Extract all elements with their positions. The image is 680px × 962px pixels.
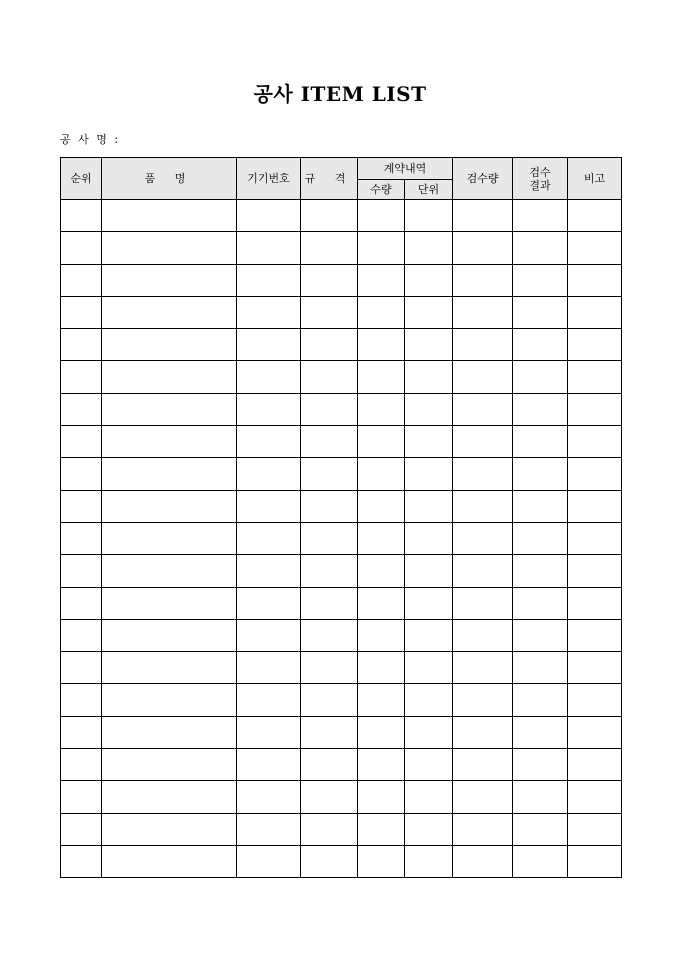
- cell-spec[interactable]: [301, 749, 358, 781]
- cell-remarks[interactable]: [568, 296, 622, 328]
- cell-quantity[interactable]: [358, 522, 405, 554]
- cell-unit[interactable]: [405, 716, 453, 748]
- cell-equipment-no[interactable]: [237, 200, 301, 232]
- cell-seq[interactable]: [61, 555, 102, 587]
- cell-equipment-no[interactable]: [237, 684, 301, 716]
- cell-spec[interactable]: [301, 781, 358, 813]
- cell-quantity[interactable]: [358, 749, 405, 781]
- cell-inspection-result[interactable]: [513, 329, 568, 361]
- cell-unit[interactable]: [405, 232, 453, 264]
- cell-remarks[interactable]: [568, 361, 622, 393]
- cell-inspection-result[interactable]: [513, 587, 568, 619]
- cell-seq[interactable]: [61, 749, 102, 781]
- cell-remarks[interactable]: [568, 749, 622, 781]
- cell-spec[interactable]: [301, 200, 358, 232]
- cell-item-name[interactable]: [102, 329, 237, 361]
- cell-quantity[interactable]: [358, 716, 405, 748]
- cell-inspected-qty[interactable]: [453, 393, 513, 425]
- cell-quantity[interactable]: [358, 361, 405, 393]
- cell-unit[interactable]: [405, 458, 453, 490]
- cell-item-name[interactable]: [102, 619, 237, 651]
- cell-remarks[interactable]: [568, 426, 622, 458]
- cell-remarks[interactable]: [568, 652, 622, 684]
- cell-inspection-result[interactable]: [513, 264, 568, 296]
- cell-unit[interactable]: [405, 587, 453, 619]
- cell-spec[interactable]: [301, 361, 358, 393]
- cell-remarks[interactable]: [568, 490, 622, 522]
- table-row: [61, 264, 622, 296]
- cell-inspection-result[interactable]: [513, 200, 568, 232]
- cell-quantity[interactable]: [358, 587, 405, 619]
- cell-remarks[interactable]: [568, 716, 622, 748]
- table-row: [61, 329, 622, 361]
- cell-seq[interactable]: [61, 684, 102, 716]
- cell-inspection-result[interactable]: [513, 458, 568, 490]
- table-row: [61, 490, 622, 522]
- cell-spec[interactable]: [301, 458, 358, 490]
- table-row: [61, 781, 622, 813]
- cell-item-name[interactable]: [102, 587, 237, 619]
- cell-seq[interactable]: [61, 490, 102, 522]
- cell-unit[interactable]: [405, 652, 453, 684]
- header-remarks: 비고: [568, 158, 622, 200]
- cell-equipment-no[interactable]: [237, 587, 301, 619]
- table-row: [61, 296, 622, 328]
- cell-quantity[interactable]: [358, 555, 405, 587]
- cell-inspection-result[interactable]: [513, 716, 568, 748]
- cell-quantity[interactable]: [358, 458, 405, 490]
- cell-equipment-no[interactable]: [237, 619, 301, 651]
- cell-inspected-qty[interactable]: [453, 652, 513, 684]
- table-row: [61, 813, 622, 845]
- cell-inspected-qty[interactable]: [453, 490, 513, 522]
- cell-inspection-result[interactable]: [513, 684, 568, 716]
- cell-seq[interactable]: [61, 329, 102, 361]
- cell-seq[interactable]: [61, 458, 102, 490]
- cell-equipment-no[interactable]: [237, 652, 301, 684]
- cell-item-name[interactable]: [102, 716, 237, 748]
- cell-item-name[interactable]: [102, 845, 237, 877]
- cell-equipment-no[interactable]: [237, 232, 301, 264]
- cell-item-name[interactable]: [102, 813, 237, 845]
- cell-inspected-qty[interactable]: [453, 749, 513, 781]
- cell-item-name[interactable]: [102, 232, 237, 264]
- header-unit: 단위: [405, 180, 453, 200]
- cell-spec[interactable]: [301, 684, 358, 716]
- cell-spec[interactable]: [301, 522, 358, 554]
- table-row: [61, 716, 622, 748]
- table-row: [61, 845, 622, 877]
- cell-equipment-no[interactable]: [237, 716, 301, 748]
- cell-spec[interactable]: [301, 296, 358, 328]
- cell-spec[interactable]: [301, 232, 358, 264]
- cell-unit[interactable]: [405, 393, 453, 425]
- cell-spec[interactable]: [301, 587, 358, 619]
- cell-inspected-qty[interactable]: [453, 458, 513, 490]
- cell-seq[interactable]: [61, 652, 102, 684]
- header-inspection-result-line2: 결과: [529, 178, 551, 192]
- cell-inspection-result[interactable]: [513, 232, 568, 264]
- cell-unit[interactable]: [405, 490, 453, 522]
- cell-unit[interactable]: [405, 555, 453, 587]
- cell-unit[interactable]: [405, 522, 453, 554]
- header-quantity: 수량: [358, 180, 405, 200]
- cell-item-name[interactable]: [102, 749, 237, 781]
- cell-unit[interactable]: [405, 813, 453, 845]
- cell-seq[interactable]: [61, 845, 102, 877]
- cell-quantity[interactable]: [358, 781, 405, 813]
- cell-inspection-result[interactable]: [513, 426, 568, 458]
- cell-seq[interactable]: [61, 813, 102, 845]
- cell-equipment-no[interactable]: [237, 393, 301, 425]
- cell-equipment-no[interactable]: [237, 845, 301, 877]
- cell-item-name[interactable]: [102, 781, 237, 813]
- header-item-name: 품 명: [102, 158, 237, 200]
- cell-remarks[interactable]: [568, 619, 622, 651]
- cell-equipment-no[interactable]: [237, 264, 301, 296]
- cell-seq[interactable]: [61, 393, 102, 425]
- header-inspected-qty: 검수량: [453, 158, 513, 200]
- cell-equipment-no[interactable]: [237, 361, 301, 393]
- cell-spec[interactable]: [301, 716, 358, 748]
- cell-equipment-no[interactable]: [237, 781, 301, 813]
- header-inspection-result-line1: 검수: [529, 165, 551, 179]
- cell-inspection-result[interactable]: [513, 361, 568, 393]
- cell-spec[interactable]: [301, 619, 358, 651]
- cell-inspected-qty[interactable]: [453, 813, 513, 845]
- header-seq: 순위: [61, 158, 102, 200]
- cell-unit[interactable]: [405, 845, 453, 877]
- table-row: [61, 200, 622, 232]
- cell-quantity[interactable]: [358, 684, 405, 716]
- cell-item-name[interactable]: [102, 200, 237, 232]
- cell-spec[interactable]: [301, 264, 358, 296]
- cell-seq[interactable]: [61, 716, 102, 748]
- cell-inspection-result[interactable]: [513, 522, 568, 554]
- cell-inspected-qty[interactable]: [453, 781, 513, 813]
- cell-remarks[interactable]: [568, 845, 622, 877]
- cell-equipment-no[interactable]: [237, 458, 301, 490]
- cell-seq[interactable]: [61, 781, 102, 813]
- table-body: [61, 200, 622, 878]
- cell-inspection-result[interactable]: [513, 845, 568, 877]
- cell-equipment-no[interactable]: [237, 522, 301, 554]
- cell-unit[interactable]: [405, 361, 453, 393]
- cell-item-name[interactable]: [102, 555, 237, 587]
- cell-quantity[interactable]: [358, 329, 405, 361]
- header-spec: 규 격: [301, 158, 358, 200]
- cell-unit[interactable]: [405, 749, 453, 781]
- cell-remarks[interactable]: [568, 458, 622, 490]
- cell-inspected-qty[interactable]: [453, 232, 513, 264]
- header-contract: 계약내역: [358, 158, 453, 180]
- cell-spec[interactable]: [301, 490, 358, 522]
- table-row: [61, 684, 622, 716]
- cell-remarks[interactable]: [568, 329, 622, 361]
- cell-spec[interactable]: [301, 426, 358, 458]
- cell-quantity[interactable]: [358, 426, 405, 458]
- cell-seq[interactable]: [61, 264, 102, 296]
- cell-inspected-qty[interactable]: [453, 587, 513, 619]
- cell-seq[interactable]: [61, 361, 102, 393]
- cell-unit[interactable]: [405, 200, 453, 232]
- cell-remarks[interactable]: [568, 813, 622, 845]
- cell-unit[interactable]: [405, 296, 453, 328]
- table-row: [61, 232, 622, 264]
- cell-seq[interactable]: [61, 587, 102, 619]
- cell-quantity[interactable]: [358, 393, 405, 425]
- cell-unit[interactable]: [405, 781, 453, 813]
- cell-unit[interactable]: [405, 329, 453, 361]
- cell-quantity[interactable]: [358, 296, 405, 328]
- table-row: [61, 393, 622, 425]
- cell-inspected-qty[interactable]: [453, 329, 513, 361]
- cell-spec[interactable]: [301, 329, 358, 361]
- table-row: [61, 652, 622, 684]
- cell-item-name[interactable]: [102, 426, 237, 458]
- cell-unit[interactable]: [405, 264, 453, 296]
- table-row: [61, 619, 622, 651]
- cell-equipment-no[interactable]: [237, 555, 301, 587]
- cell-remarks[interactable]: [568, 684, 622, 716]
- project-name-label: 공 사 명 :: [60, 133, 121, 146]
- cell-inspection-result[interactable]: [513, 555, 568, 587]
- document-title: 공사 ITEM LIST: [253, 82, 427, 106]
- cell-equipment-no[interactable]: [237, 329, 301, 361]
- cell-quantity[interactable]: [358, 490, 405, 522]
- cell-inspection-result[interactable]: [513, 813, 568, 845]
- cell-remarks[interactable]: [568, 555, 622, 587]
- cell-equipment-no[interactable]: [237, 490, 301, 522]
- cell-remarks[interactable]: [568, 232, 622, 264]
- cell-seq[interactable]: [61, 619, 102, 651]
- cell-inspected-qty[interactable]: [453, 716, 513, 748]
- cell-inspection-result[interactable]: [513, 652, 568, 684]
- cell-item-name[interactable]: [102, 490, 237, 522]
- cell-item-name[interactable]: [102, 522, 237, 554]
- cell-equipment-no[interactable]: [237, 749, 301, 781]
- cell-seq[interactable]: [61, 426, 102, 458]
- item-list-table: [60, 157, 622, 878]
- cell-inspection-result[interactable]: [513, 393, 568, 425]
- cell-inspection-result[interactable]: [513, 781, 568, 813]
- cell-seq[interactable]: [61, 232, 102, 264]
- cell-item-name[interactable]: [102, 264, 237, 296]
- cell-spec[interactable]: [301, 813, 358, 845]
- cell-remarks[interactable]: [568, 393, 622, 425]
- cell-item-name[interactable]: [102, 361, 237, 393]
- cell-item-name[interactable]: [102, 393, 237, 425]
- table-row: [61, 361, 622, 393]
- cell-quantity[interactable]: [358, 264, 405, 296]
- cell-equipment-no[interactable]: [237, 813, 301, 845]
- cell-quantity[interactable]: [358, 200, 405, 232]
- cell-inspected-qty[interactable]: [453, 200, 513, 232]
- cell-quantity[interactable]: [358, 619, 405, 651]
- cell-seq[interactable]: [61, 522, 102, 554]
- cell-inspection-result[interactable]: [513, 619, 568, 651]
- table-row: [61, 555, 622, 587]
- header-equipment-no: 기기번호: [237, 158, 301, 200]
- cell-quantity[interactable]: [358, 845, 405, 877]
- table-row: [61, 426, 622, 458]
- cell-quantity[interactable]: [358, 232, 405, 264]
- cell-seq[interactable]: [61, 296, 102, 328]
- cell-remarks[interactable]: [568, 200, 622, 232]
- cell-spec[interactable]: [301, 393, 358, 425]
- cell-inspection-result[interactable]: [513, 296, 568, 328]
- cell-inspected-qty[interactable]: [453, 296, 513, 328]
- cell-remarks[interactable]: [568, 522, 622, 554]
- cell-item-name[interactable]: [102, 458, 237, 490]
- table-row: [61, 587, 622, 619]
- cell-spec[interactable]: [301, 845, 358, 877]
- cell-seq[interactable]: [61, 200, 102, 232]
- cell-equipment-no[interactable]: [237, 296, 301, 328]
- cell-remarks[interactable]: [568, 264, 622, 296]
- cell-remarks[interactable]: [568, 587, 622, 619]
- cell-inspected-qty[interactable]: [453, 845, 513, 877]
- cell-quantity[interactable]: [358, 652, 405, 684]
- table-row: [61, 522, 622, 554]
- cell-unit[interactable]: [405, 426, 453, 458]
- cell-quantity[interactable]: [358, 813, 405, 845]
- cell-inspected-qty[interactable]: [453, 264, 513, 296]
- cell-inspection-result[interactable]: [513, 490, 568, 522]
- cell-item-name[interactable]: [102, 684, 237, 716]
- cell-inspected-qty[interactable]: [453, 361, 513, 393]
- cell-item-name[interactable]: [102, 296, 237, 328]
- cell-inspected-qty[interactable]: [453, 555, 513, 587]
- cell-item-name[interactable]: [102, 652, 237, 684]
- cell-remarks[interactable]: [568, 781, 622, 813]
- table-row: [61, 458, 622, 490]
- cell-inspected-qty[interactable]: [453, 426, 513, 458]
- cell-spec[interactable]: [301, 652, 358, 684]
- cell-unit[interactable]: [405, 684, 453, 716]
- cell-inspected-qty[interactable]: [453, 684, 513, 716]
- table-row: [61, 749, 622, 781]
- cell-spec[interactable]: [301, 555, 358, 587]
- cell-inspection-result[interactable]: [513, 749, 568, 781]
- header-inspection-result: [513, 158, 568, 200]
- cell-equipment-no[interactable]: [237, 426, 301, 458]
- cell-inspected-qty[interactable]: [453, 522, 513, 554]
- cell-inspected-qty[interactable]: [453, 619, 513, 651]
- cell-unit[interactable]: [405, 619, 453, 651]
